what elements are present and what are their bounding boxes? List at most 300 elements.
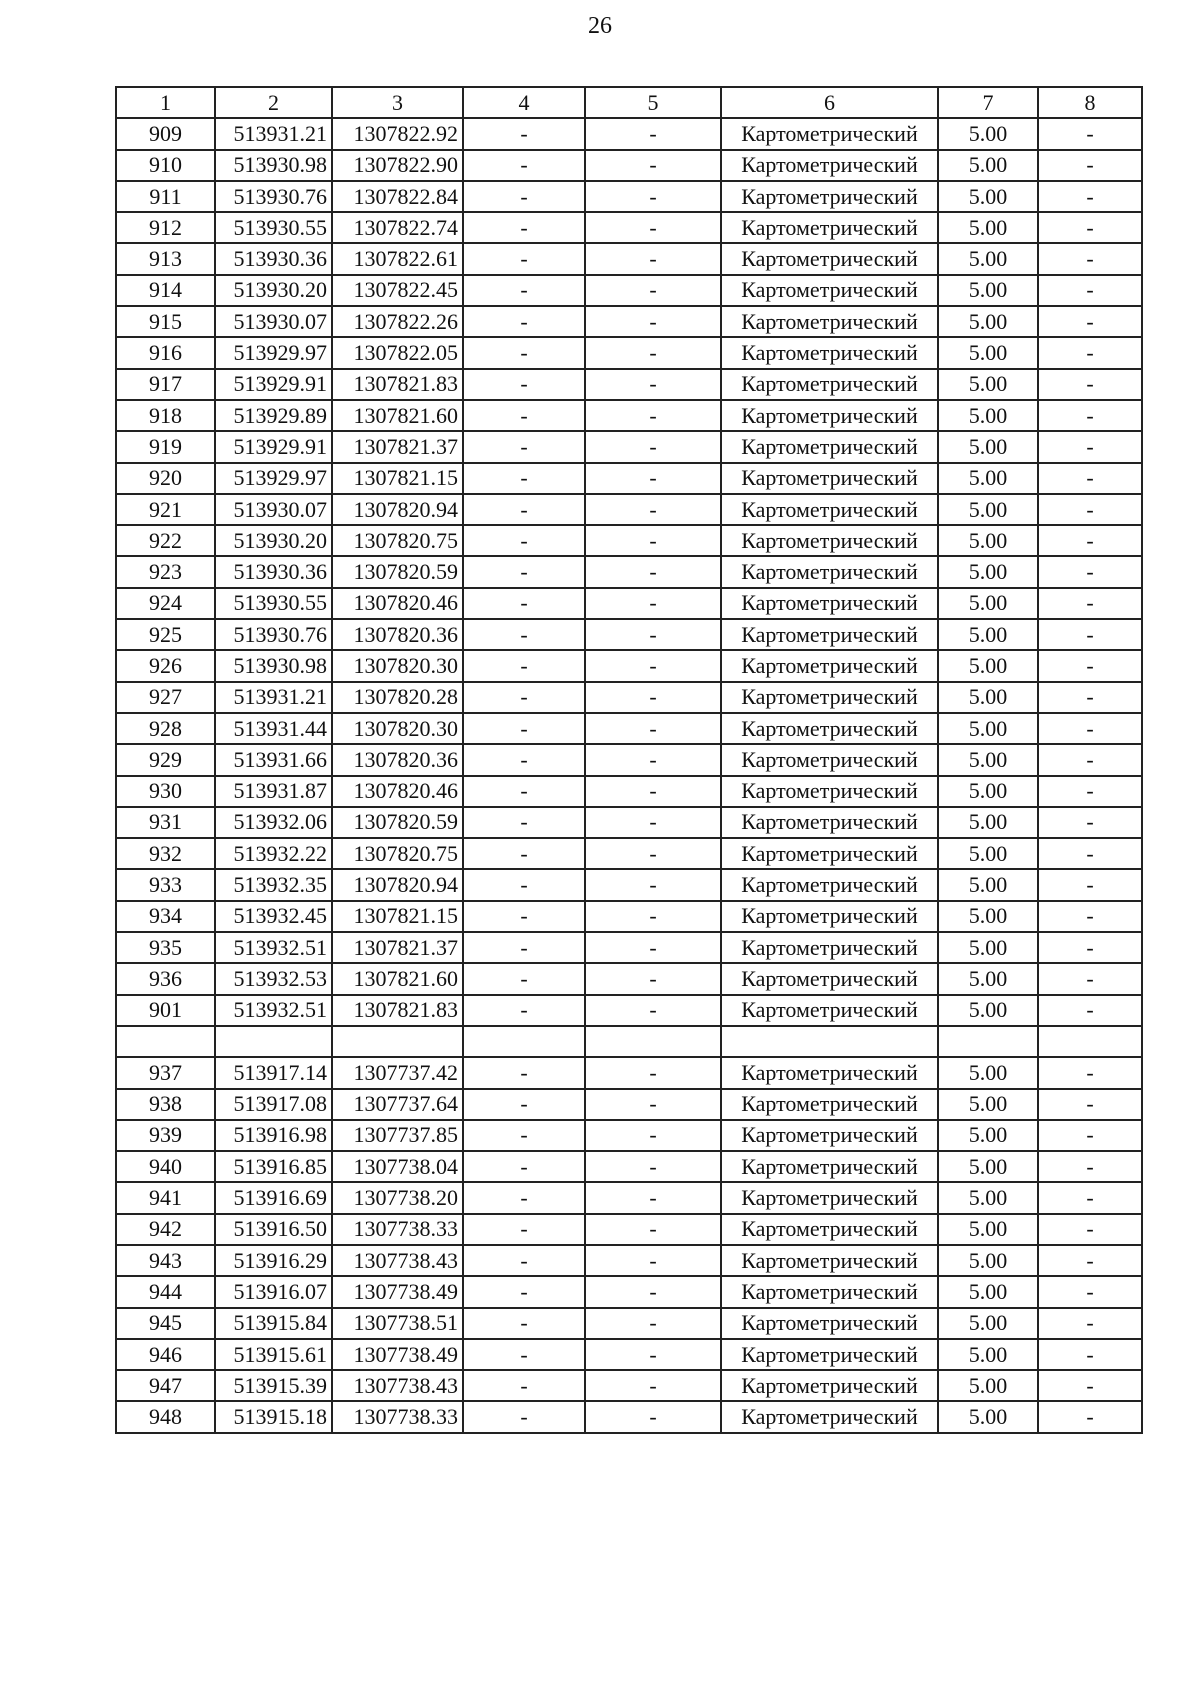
x-coordinate-cell: 513932.53 [215,963,332,994]
point-number-cell [116,1026,215,1057]
method-cell: Картометрический [721,807,938,838]
y-coordinate-cell: 1307821.60 [332,963,463,994]
col-4-cell: - [463,682,585,713]
col-5-cell: - [585,1276,721,1307]
method-cell: Картометрический [721,150,938,181]
x-coordinate-cell: 513930.36 [215,556,332,587]
point-number-cell: 948 [116,1401,215,1432]
col-5-cell: - [585,1057,721,1088]
col-4-cell: - [463,995,585,1026]
col-4-cell: - [463,807,585,838]
point-number-cell: 945 [116,1308,215,1339]
col-8-cell: - [1038,337,1142,368]
accuracy-cell: 5.00 [938,588,1038,619]
y-coordinate-cell: 1307738.49 [332,1276,463,1307]
col-8-cell: - [1038,306,1142,337]
col-4-cell: - [463,463,585,494]
accuracy-cell: 5.00 [938,118,1038,149]
col-4-cell: - [463,744,585,775]
col-8-cell: - [1038,1276,1142,1307]
method-cell: Картометрический [721,776,938,807]
col-5-cell: - [585,1182,721,1213]
y-coordinate-cell: 1307822.74 [332,212,463,243]
method-cell: Картометрический [721,400,938,431]
col-8-cell: - [1038,431,1142,462]
accuracy-cell: 5.00 [938,1245,1038,1276]
table-row [116,1089,1142,1120]
x-coordinate-cell: 513932.51 [215,932,332,963]
method-cell: Картометрический [721,494,938,525]
col-5-cell: - [585,650,721,681]
x-coordinate-cell: 513930.20 [215,275,332,306]
y-coordinate-cell: 1307820.30 [332,650,463,681]
col-5-cell: - [585,619,721,650]
method-cell: Картометрический [721,995,938,1026]
point-number-cell: 909 [116,118,215,149]
point-number-cell: 947 [116,1370,215,1401]
y-coordinate-cell: 1307820.36 [332,619,463,650]
col-5-cell: - [585,1089,721,1120]
col-4-cell: - [463,1151,585,1182]
col-4-cell: - [463,1120,585,1151]
method-cell: Картометрический [721,1370,938,1401]
x-coordinate-cell: 513930.76 [215,619,332,650]
col-4-cell: - [463,337,585,368]
y-coordinate-cell: 1307738.51 [332,1308,463,1339]
x-coordinate-cell: 513932.35 [215,869,332,900]
col-4-cell: - [463,306,585,337]
col-5-cell: - [585,1339,721,1370]
col-5-cell: - [585,400,721,431]
col-5-cell: - [585,807,721,838]
point-number-cell: 920 [116,463,215,494]
accuracy-cell: 5.00 [938,243,1038,274]
method-cell: Картометрический [721,1276,938,1307]
method-cell: Картометрический [721,1308,938,1339]
col-5-cell: - [585,369,721,400]
point-number-cell: 915 [116,306,215,337]
accuracy-cell: 5.00 [938,650,1038,681]
col-4-cell: - [463,1214,585,1245]
accuracy-cell: 5.00 [938,995,1038,1026]
method-cell: Картометрический [721,1151,938,1182]
y-coordinate-cell: 1307822.90 [332,150,463,181]
col-4-cell: - [463,838,585,869]
col-5-cell: - [585,212,721,243]
col-8-cell: - [1038,776,1142,807]
method-cell: Картометрический [721,431,938,462]
x-coordinate-cell: 513929.89 [215,400,332,431]
point-number-cell: 943 [116,1245,215,1276]
table-row [116,1151,1142,1182]
x-coordinate-cell: 513915.39 [215,1370,332,1401]
col-8-cell: - [1038,1214,1142,1245]
accuracy-cell: 5.00 [938,932,1038,963]
table-row [116,400,1142,431]
x-coordinate-cell: 513929.91 [215,369,332,400]
method-cell: Картометрический [721,243,938,274]
column-header-2: 2 [215,87,332,118]
method-cell: Картометрический [721,1339,938,1370]
table-row [116,306,1142,337]
x-coordinate-cell: 513915.61 [215,1339,332,1370]
accuracy-cell: 5.00 [938,1057,1038,1088]
y-coordinate-cell: 1307738.33 [332,1214,463,1245]
x-coordinate-cell: 513931.21 [215,118,332,149]
method-cell: Картометрический [721,1214,938,1245]
col-8-cell: - [1038,901,1142,932]
table-row [116,619,1142,650]
column-header-7: 7 [938,87,1038,118]
point-number-cell: 922 [116,525,215,556]
col-8-cell: - [1038,1245,1142,1276]
col-8-cell: - [1038,525,1142,556]
column-header-8: 8 [1038,87,1142,118]
method-cell: Картометрический [721,212,938,243]
table-row [116,556,1142,587]
x-coordinate-cell: 513916.98 [215,1120,332,1151]
table-row [116,369,1142,400]
col-8-cell: - [1038,1308,1142,1339]
point-number-cell: 941 [116,1182,215,1213]
y-coordinate-cell: 1307738.33 [332,1401,463,1432]
col-5-cell: - [585,556,721,587]
accuracy-cell: 5.00 [938,494,1038,525]
col-4-cell: - [463,1182,585,1213]
method-cell: Картометрический [721,650,938,681]
col-5-cell: - [585,1308,721,1339]
point-number-cell: 942 [116,1214,215,1245]
x-coordinate-cell: 513932.51 [215,995,332,1026]
point-number-cell: 940 [116,1151,215,1182]
x-coordinate-cell: 513931.44 [215,713,332,744]
col-5-cell: - [585,838,721,869]
point-number-cell: 931 [116,807,215,838]
y-coordinate-cell: 1307821.83 [332,369,463,400]
x-coordinate-cell: 513930.98 [215,150,332,181]
col-4-cell: - [463,1089,585,1120]
table-row [116,650,1142,681]
accuracy-cell: 5.00 [938,1214,1038,1245]
method-cell: Картометрический [721,181,938,212]
x-coordinate-cell: 513929.97 [215,337,332,368]
col-4-cell: - [463,525,585,556]
y-coordinate-cell: 1307738.49 [332,1339,463,1370]
table-row [116,963,1142,994]
col-4-cell: - [463,963,585,994]
accuracy-cell: 5.00 [938,807,1038,838]
col-5-cell: - [585,431,721,462]
method-cell: Картометрический [721,682,938,713]
col-8-cell: - [1038,1151,1142,1182]
table-row [116,901,1142,932]
y-coordinate-cell: 1307737.42 [332,1057,463,1088]
col-5-cell [585,1026,721,1057]
column-header-5: 5 [585,87,721,118]
table-row [116,118,1142,149]
col-8-cell: - [1038,400,1142,431]
y-coordinate-cell: 1307737.64 [332,1089,463,1120]
y-coordinate-cell: 1307820.59 [332,807,463,838]
x-coordinate-cell: 513931.21 [215,682,332,713]
col-5-cell: - [585,713,721,744]
accuracy-cell [938,1026,1038,1057]
method-cell: Картометрический [721,1120,938,1151]
col-5-cell: - [585,181,721,212]
col-8-cell: - [1038,744,1142,775]
col-4-cell: - [463,869,585,900]
y-coordinate-cell: 1307822.45 [332,275,463,306]
method-cell: Картометрический [721,275,938,306]
col-5-cell: - [585,243,721,274]
x-coordinate-cell: 513929.97 [215,463,332,494]
col-8-cell: - [1038,1057,1142,1088]
col-4-cell: - [463,1057,585,1088]
x-coordinate-cell: 513929.91 [215,431,332,462]
col-8-cell: - [1038,118,1142,149]
method-cell: Картометрический [721,306,938,337]
method-cell: Картометрический [721,337,938,368]
x-coordinate-cell [215,1026,332,1057]
y-coordinate-cell: 1307820.36 [332,744,463,775]
method-cell: Картометрический [721,556,938,587]
col-8-cell: - [1038,932,1142,963]
col-5-cell: - [585,901,721,932]
y-coordinate-cell: 1307820.28 [332,682,463,713]
col-5-cell: - [585,1401,721,1432]
method-cell [721,1026,938,1057]
x-coordinate-cell: 513930.20 [215,525,332,556]
col-4-cell: - [463,243,585,274]
column-header-3: 3 [332,87,463,118]
accuracy-cell: 5.00 [938,682,1038,713]
col-5-cell: - [585,588,721,619]
point-number-cell: 901 [116,995,215,1026]
col-4-cell: - [463,619,585,650]
x-coordinate-cell: 513930.55 [215,588,332,619]
table-row [116,1339,1142,1370]
x-coordinate-cell: 513916.85 [215,1151,332,1182]
x-coordinate-cell: 513915.18 [215,1401,332,1432]
table-row [116,463,1142,494]
accuracy-cell: 5.00 [938,1276,1038,1307]
col-8-cell: - [1038,369,1142,400]
y-coordinate-cell: 1307821.37 [332,431,463,462]
accuracy-cell: 5.00 [938,369,1038,400]
accuracy-cell: 5.00 [938,838,1038,869]
col-4-cell: - [463,776,585,807]
accuracy-cell: 5.00 [938,431,1038,462]
point-number-cell: 934 [116,901,215,932]
accuracy-cell: 5.00 [938,150,1038,181]
col-4-cell: - [463,1401,585,1432]
col-8-cell: - [1038,619,1142,650]
y-coordinate-cell [332,1026,463,1057]
x-coordinate-cell: 513916.50 [215,1214,332,1245]
col-8-cell: - [1038,1120,1142,1151]
y-coordinate-cell: 1307822.92 [332,118,463,149]
table-row [116,1214,1142,1245]
point-number-cell: 919 [116,431,215,462]
table-row [116,1120,1142,1151]
table-row [116,525,1142,556]
accuracy-cell: 5.00 [938,1339,1038,1370]
col-4-cell: - [463,1339,585,1370]
method-cell: Картометрический [721,118,938,149]
y-coordinate-cell: 1307820.94 [332,869,463,900]
x-coordinate-cell: 513932.45 [215,901,332,932]
y-coordinate-cell: 1307820.46 [332,588,463,619]
y-coordinate-cell: 1307821.83 [332,995,463,1026]
y-coordinate-cell: 1307821.15 [332,901,463,932]
point-number-cell: 938 [116,1089,215,1120]
column-header-4: 4 [463,87,585,118]
point-number-cell: 926 [116,650,215,681]
y-coordinate-cell: 1307820.30 [332,713,463,744]
col-8-cell: - [1038,1401,1142,1432]
col-5-cell: - [585,1370,721,1401]
method-cell: Картометрический [721,838,938,869]
y-coordinate-cell: 1307822.84 [332,181,463,212]
accuracy-cell: 5.00 [938,1182,1038,1213]
col-8-cell: - [1038,650,1142,681]
col-8-cell: - [1038,713,1142,744]
col-8-cell: - [1038,463,1142,494]
table-row [116,431,1142,462]
col-4-cell: - [463,1370,585,1401]
col-8-cell: - [1038,1089,1142,1120]
accuracy-cell: 5.00 [938,1401,1038,1432]
col-4-cell: - [463,1245,585,1276]
y-coordinate-cell: 1307738.20 [332,1182,463,1213]
table-row [116,838,1142,869]
col-8-cell: - [1038,494,1142,525]
col-8-cell: - [1038,1370,1142,1401]
point-number-cell: 939 [116,1120,215,1151]
y-coordinate-cell: 1307821.60 [332,400,463,431]
y-coordinate-cell: 1307820.94 [332,494,463,525]
col-4-cell: - [463,1276,585,1307]
table-row [116,682,1142,713]
col-8-cell: - [1038,682,1142,713]
col-5-cell: - [585,682,721,713]
header-row [116,87,1142,118]
x-coordinate-cell: 513930.76 [215,181,332,212]
point-number-cell: 933 [116,869,215,900]
table-row [116,995,1142,1026]
col-8-cell: - [1038,150,1142,181]
col-4-cell: - [463,431,585,462]
table-row [116,181,1142,212]
col-4-cell: - [463,118,585,149]
col-4-cell: - [463,494,585,525]
col-5-cell: - [585,306,721,337]
col-8-cell: - [1038,1182,1142,1213]
col-5-cell: - [585,744,721,775]
col-5-cell: - [585,525,721,556]
accuracy-cell: 5.00 [938,963,1038,994]
col-5-cell: - [585,1245,721,1276]
accuracy-cell: 5.00 [938,901,1038,932]
accuracy-cell: 5.00 [938,306,1038,337]
table-row [116,243,1142,274]
table-row [116,588,1142,619]
point-number-cell: 935 [116,932,215,963]
accuracy-cell: 5.00 [938,869,1038,900]
col-5-cell: - [585,275,721,306]
table-row [116,1276,1142,1307]
col-8-cell: - [1038,212,1142,243]
col-5-cell: - [585,118,721,149]
col-8-cell: - [1038,556,1142,587]
point-number-cell: 927 [116,682,215,713]
point-number-cell: 928 [116,713,215,744]
x-coordinate-cell: 513932.22 [215,838,332,869]
column-header-1: 1 [116,87,215,118]
y-coordinate-cell: 1307822.61 [332,243,463,274]
accuracy-cell: 5.00 [938,181,1038,212]
accuracy-cell: 5.00 [938,275,1038,306]
x-coordinate-cell: 513930.98 [215,650,332,681]
method-cell: Картометрический [721,463,938,494]
point-number-cell: 921 [116,494,215,525]
x-coordinate-cell: 513930.07 [215,306,332,337]
y-coordinate-cell: 1307820.75 [332,838,463,869]
col-4-cell [463,1026,585,1057]
col-5-cell: - [585,337,721,368]
point-number-cell: 916 [116,337,215,368]
table-row [116,713,1142,744]
table-row [116,932,1142,963]
accuracy-cell: 5.00 [938,1151,1038,1182]
table-row [116,869,1142,900]
x-coordinate-cell: 513916.07 [215,1276,332,1307]
y-coordinate-cell: 1307738.43 [332,1370,463,1401]
table-row [116,494,1142,525]
x-coordinate-cell: 513931.66 [215,744,332,775]
x-coordinate-cell: 513917.14 [215,1057,332,1088]
accuracy-cell: 5.00 [938,212,1038,243]
col-8-cell: - [1038,1339,1142,1370]
table-row [116,1401,1142,1432]
point-number-cell: 946 [116,1339,215,1370]
method-cell: Картометрический [721,932,938,963]
col-4-cell: - [463,901,585,932]
x-coordinate-cell: 513930.36 [215,243,332,274]
col-5-cell: - [585,150,721,181]
point-number-cell: 932 [116,838,215,869]
col-8-cell: - [1038,275,1142,306]
col-8-cell: - [1038,995,1142,1026]
col-4-cell: - [463,588,585,619]
col-4-cell: - [463,1308,585,1339]
point-number-cell: 913 [116,243,215,274]
col-5-cell: - [585,1214,721,1245]
table-row [116,744,1142,775]
col-5-cell: - [585,932,721,963]
point-number-cell: 914 [116,275,215,306]
point-number-cell: 923 [116,556,215,587]
col-4-cell: - [463,713,585,744]
page-number: 26 [588,13,612,39]
col-5-cell: - [585,494,721,525]
col-8-cell: - [1038,963,1142,994]
accuracy-cell: 5.00 [938,1370,1038,1401]
method-cell: Картометрический [721,619,938,650]
point-number-cell: 924 [116,588,215,619]
table-row [116,1245,1142,1276]
point-number-cell: 937 [116,1057,215,1088]
